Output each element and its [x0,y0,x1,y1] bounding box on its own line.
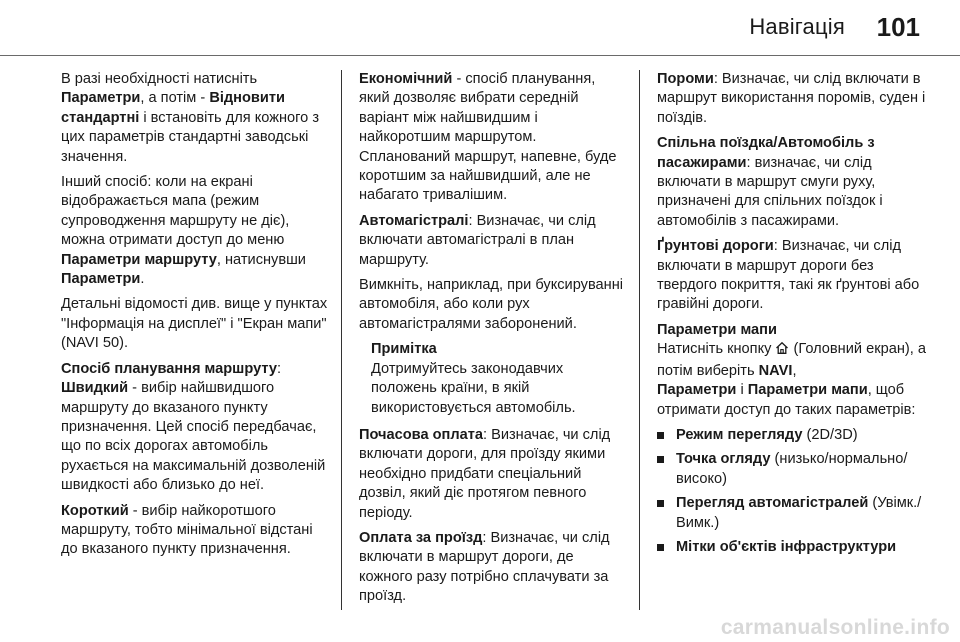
bullet-infrastructure-labels: Мітки об'єктів інфраструктури [657,538,927,557]
paragraph-motorways: Автомагістралі: Визначає, чи слід включати автомагістралі в план маршруту. [359,212,596,268]
note-title: Примітка [371,341,437,358]
paragraph-route-options-access: Інший спосіб: коли на екрані відображається мапа (режим супроводження маршруту не діє), можна отримати доступ до меню Параметри маршруту, натиснувши Параметри. [61,174,306,288]
bullet-view-mode: Режим перегляду (2D/3D) [657,426,927,445]
page-header [0,0,960,56]
paragraph-see-above: Детальні відомості див. вище у пунктах "Інформація на дисплеї" і "Екран мапи" (NAVI 50). [61,296,328,352]
paragraph-ferries: Пороми: Визначає, чи слід включати в маршрут використання поромів, суден і поїздів. [657,71,926,126]
paragraph-towing: Вимкніть, наприклад, при буксируванні автомобіля, або коли рух автомагістралями заборонений. [359,277,624,332]
paragraph-reset-defaults: В разі необхідності натисніть Параметри, а потім - Відновити стандартні і встановіть для кожного з цих параметрів стандартні заводські значення. [61,71,320,165]
header-divider [0,55,960,56]
bullet-viewpoint: Точка огляду (низько/нормально/високо) [657,450,927,489]
paragraph-fast: Швидкий - вибір найшвидшого маршруту до вказаного пункту призначення. Цей спосіб передбачає, що по всіх дорогах автомобіль рухається на максимальній дозволеній швидкості або близько до неї. [61,380,326,494]
section-title: Навігація [749,14,845,39]
bullet-motorway-view: Перегляд автомагістралей (Увімк./Вимк.) [657,494,927,533]
paragraph-carpool: Спільна поїздка/Автомобіль з пасажирами: визначає, чи слід включати в маршрут смуги руху, призначені для спільних поїздок і автомобілів з пасажирами. [657,135,883,229]
watermark: carmanualsonline.info [720,616,950,639]
bullet-square-icon [657,456,664,463]
paragraph-route-method-title: Спосіб планування маршруту: [61,360,282,377]
paragraph-map-settings: Параметри мапи Натисніть кнопку (Головний екран), а потім виберіть NAVI, Параметри і Параметри мапи, щоб отримати доступ до таких параметрів: [657,321,926,418]
paragraph-toll-roads: Оплата за проїзд: Визначає, чи слід включати в маршрут дороги, де кожного разу потрібно сплачувати за проїзд. [359,529,610,605]
column-2 [359,70,629,613]
bullet-square-icon [657,500,664,507]
page-number: 101 [876,12,920,42]
column-divider-2 [639,70,640,610]
column-3 [657,70,927,562]
bullet-square-icon [657,544,664,551]
column-divider-1 [341,70,342,610]
home-icon [775,341,789,361]
map-settings-heading: Параметри мапи [657,321,777,338]
paragraph-time-based-fee: Почасова оплата: Визначає, чи слід включати дороги, для проїзду якими необхідно придбати спеціальний дозвіл, який діє протягом певного періоду. [359,426,611,521]
column-1 [61,70,331,566]
paragraph-short: Короткий - вибір найкоротшого маршруту, тобто мінімальної відстані до вказаного пункту призначення. [61,502,313,558]
paragraph-unpaved-roads: Ґрунтові дороги: Визначає, чи слід включати в маршрут дороги без твердого покриття, такі як ґрунтові або гравійні дороги. [657,238,920,313]
bullet-square-icon [657,432,664,439]
note-box [371,340,629,418]
note-text: Дотримуйтесь законодавчих положень країни, в якій використовується автомобіль. [371,360,576,416]
paragraph-economic: Економічний - спосіб планування, який дозволяє вибрати середній варіант між найшвидшим і найкоротшим маршрутом. Спланований маршрут, напевне, буде коротшим за найшвидший, але не набагато тривалішим. [359,71,617,204]
